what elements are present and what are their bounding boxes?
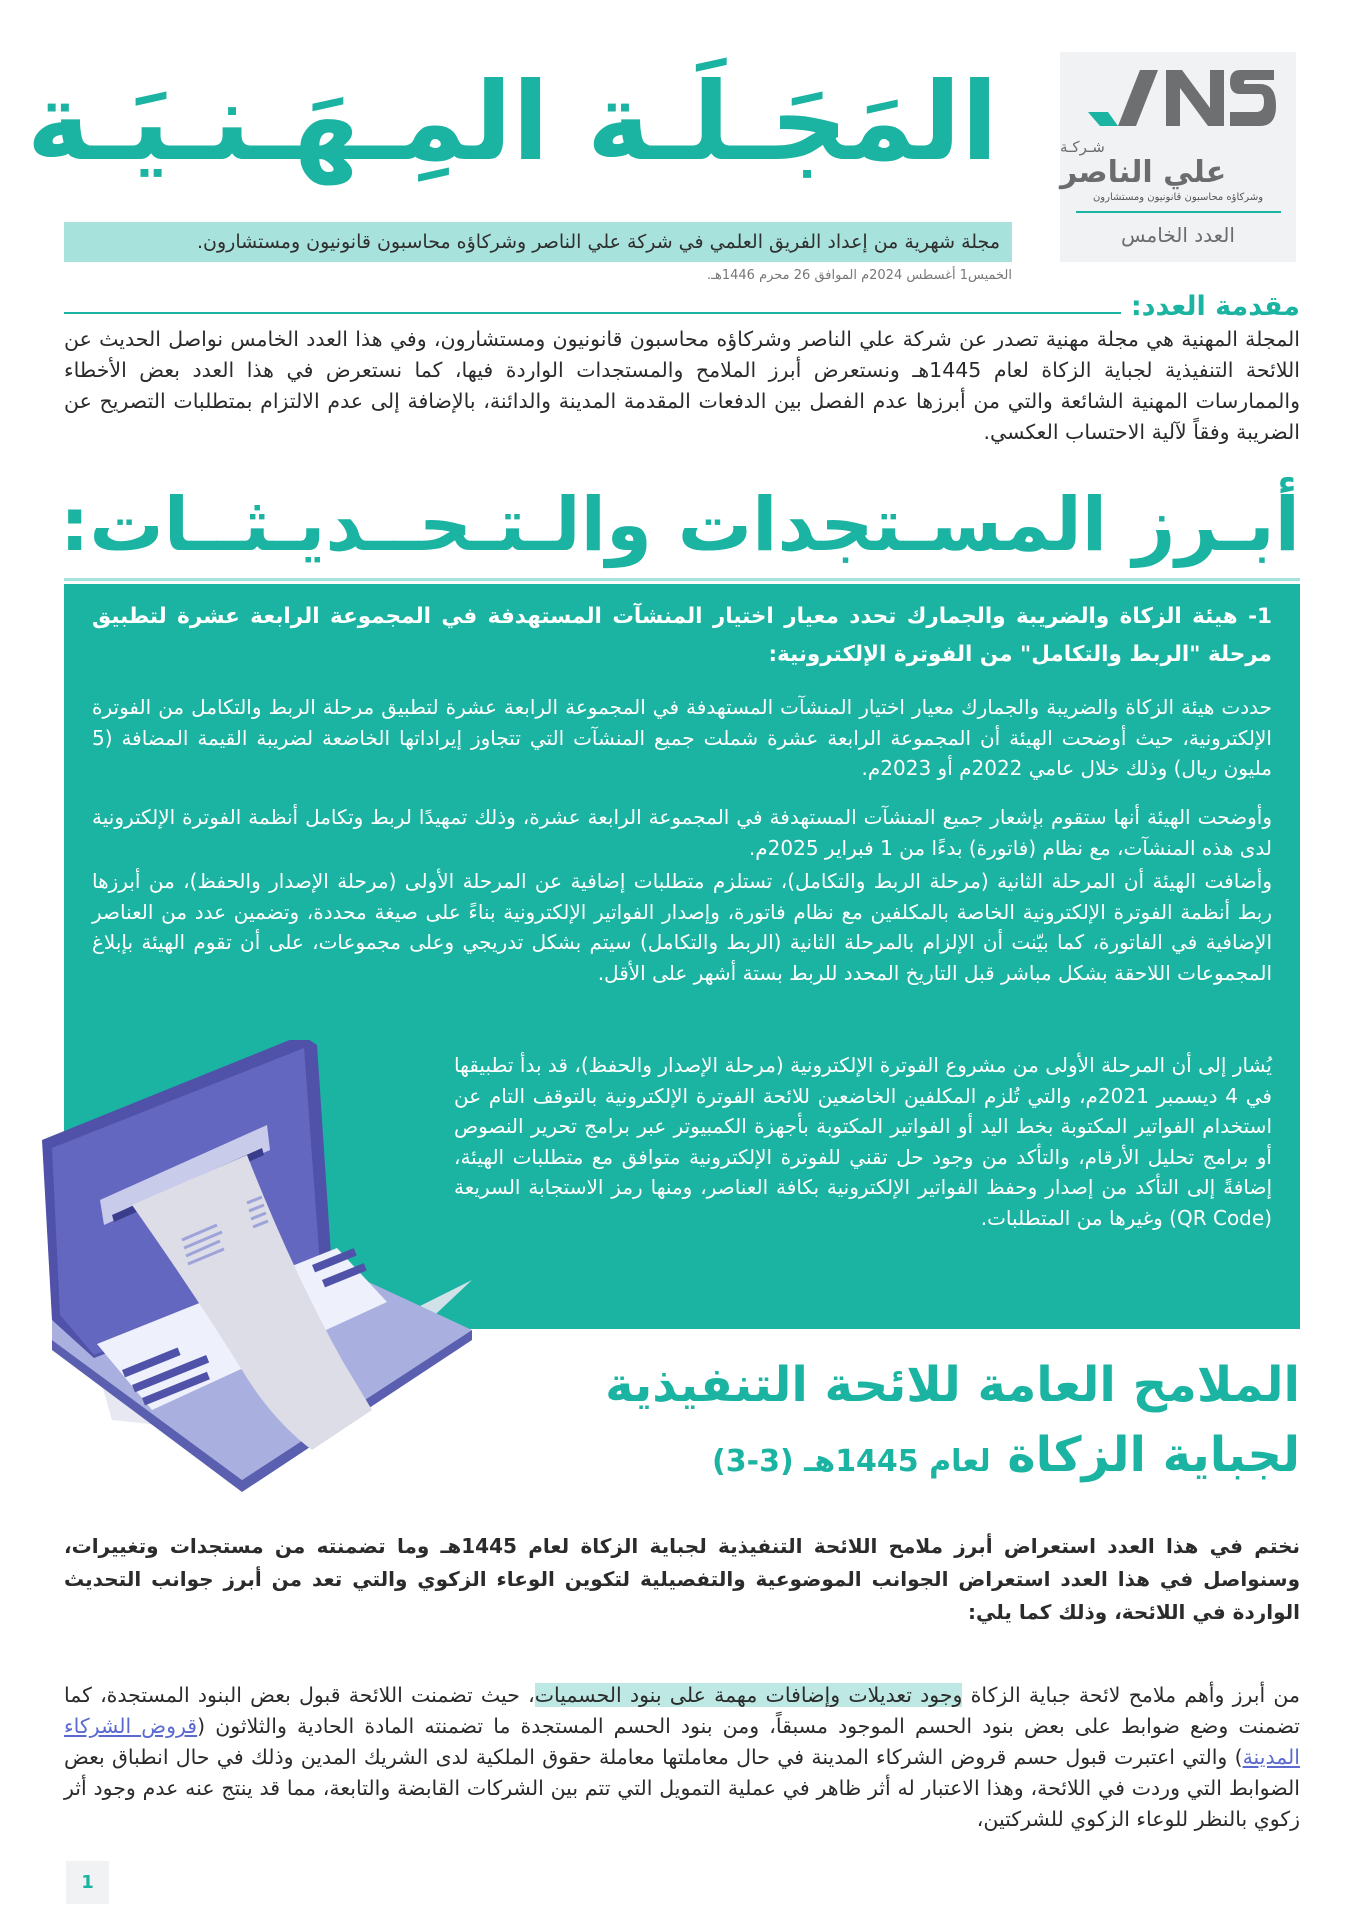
section2-title-small: لعام 1445هـ (3-3) xyxy=(712,1444,991,1479)
body-text-part1: من أبرز وأهم ملامح لائحة جباية الزكاة xyxy=(962,1683,1300,1707)
section2-title-line2 xyxy=(605,1420,1300,1497)
page-number: 1 xyxy=(66,1861,109,1904)
issue-date: الخميس1 أغسطس 2024م الموافق 26 محرم 1446هـ. xyxy=(707,268,1012,283)
news-paragraph: وأوضحت الهيئة أنها ستقوم بإشعار جميع المنشآت المستهدفة في المجموعة الرابعة عشرة، وذلك تمهيدًا لربط وتكامل أنظمة الفوترة الإلكترونية لدى هذه المنشآت، مع نظام (فاتورة) بدءًا من 1 فبراير 2025م. xyxy=(92,805,1272,860)
updates-heading: أبـرز المسـتجدات والـتـحــديـثــات: xyxy=(59,482,1300,568)
section2-title-line1: الملامح العامة للائحة التنفيذية xyxy=(605,1357,1300,1413)
body-highlight: وجود تعديلات وإضافات مهمة على بنود الحسميات xyxy=(534,1683,963,1707)
section2-title-main: لجباية الزكاة xyxy=(1007,1427,1300,1483)
issue-label: العدد الخامس xyxy=(1121,223,1235,247)
body-text-part2: ، حيث تضمنت اللائحة قبول بعض البنود المستجدة، كما تضمنت وضع ضوابط على بعض بنود الحسم الموجود مسبقاً، ومن بنود الحسم المستجدة ما تضمنته المادة الحادية والثلاثون ( xyxy=(64,1683,1300,1738)
logo-divider xyxy=(1076,211,1281,213)
company-logo-box xyxy=(1060,52,1296,262)
body-text-part3: ) والتي اعتبرت قبول حسم قروض الشركاء المدينة في حال معاملتها معاملة حقوق الملكية لدى الشريك المدين وذلك في حال انطباق بعض الضوابط التي وردت في اللائحة، وهذا الاعتبار له أثر ظاهر في عملية التمويل التي تتم بين الشركات القابضة والتابعة، مما قد ينتج عنه عدم وجود أثر زكوي بالنظر للوعاء الزكوي للشركتين، xyxy=(64,1745,1300,1831)
updates-heading-divider xyxy=(64,578,1300,581)
intro-heading: مقدمة العدد: xyxy=(1130,291,1300,322)
laptop-invoice-illustration xyxy=(42,1040,482,1500)
intro-heading-row xyxy=(64,284,1300,322)
section2-title xyxy=(605,1350,1300,1497)
logo-tagline: وشركاؤه محاسبون قانونيون ومستشارون xyxy=(1092,192,1264,203)
intro-paragraph: المجلة المهنية هي مجلة مهنية تصدر عن شركة علي الناصر وشركاؤه محاسبون قانونيون ومستشارون، وفي هذا العدد الخامس نواصل الحديث عن اللائحة التنفيذية لجباية الزكاة لعام 1445هـ ونستعرض أبرز الملامح والمستجدات الواردة فيها، كما نستعرض في هذا العدد بعض الأخطاء والممارسات المهنية الشائعة والتي من أبرزها عدم الفصل بين الدفعات المقدمة المدينة والدائنة، بالإضافة إلى عدم الالتزام بمتطلبات التصريح عن الضريبة وفقاً لآلية الاحتساب العكسي. xyxy=(64,327,1300,444)
news-item-title: 1- هيئة الزكاة والضريبة والجمارك تحدد معيار اختيار المنشآت المستهدفة في المجموعة الرابعة عشرة لتطبيق مرحلة "الربط والتكامل" من الفوترة الإلكترونية: xyxy=(92,604,1272,667)
section2-body-paragraph xyxy=(64,1680,1300,1835)
magazine-title: المَجَـلَـة المِـهَـنـيَـة xyxy=(26,60,998,185)
intro-divider xyxy=(64,312,1121,314)
logo-company-prefix: شـركـة xyxy=(1060,138,1105,156)
section2-lead-paragraph: نختم في هذا العدد استعراض أبرز ملامح اللائحة التنفيذية لجباية الزكاة لعام 1445هـ وما تضمنته من مستجدات وتغييرات، وسنواصل في هذا العدد استعراض الجوانب الموضوعية والتفصيلية لتكوين الوعاء الزكوي والتي تعد من أبرز جوانب التحديث الواردة في اللائحة، وذلك كما يلي: xyxy=(64,1534,1300,1624)
news-paragraph: حددت هيئة الزكاة والضريبة والجمارك معيار اختيار المنشآت المستهدفة في المجموعة الرابعة عشرة لتطبيق مرحلة الربط والتكامل من الفوترة الإلكترونية، حيث أوضحت الهيئة أن المجموعة الرابعة عشرة شملت جميع المنشآت التي تتجاوز إيراداتها الخاضعة لضريبة القيمة المضافة (5 مليون ريال) وذلك خلال عامي 2022م أو 2023م. xyxy=(92,695,1272,780)
news-paragraph: وأضافت الهيئة أن المرحلة الثانية (مرحلة الربط والتكامل)، تستلزم متطلبات إضافية عن المرحلة الأولى (مرحلة الإصدار والحفظ)، من أبرزها ربط أنظمة الفوترة الإلكترونية الخاصة بالمكلفين مع نظام فاتورة، وإصدار الفواتير الإلكترونية بناءً على صيغة محددة، وتضمين عدد من العناصر الإضافية في الفاتورة، كما بيّنت أن الإلزام بالمرحلة الثانية (الربط والتكامل) سيتم بشكل تدريجي وعلى مجموعات، على أن تقوم الهيئة بإبلاغ المجموعات اللاحقة بشكل مباشر قبل التاريخ المحدد للربط بستة أشهر على الأقل. xyxy=(92,869,1272,985)
news-paragraph: يُشار إلى أن المرحلة الأولى من مشروع الفوترة الإلكترونية (مرحلة الإصدار والحفظ)، قد بدأ تطبيقها في 4 ديسمبر 2021م، والتي تُلزم المكلفين الخاضعين للائحة الفوترة الإلكترونية بالتوقف التام عن استخدام الفواتير المكتوبة بخط اليد أو الفواتير المكتوبة بأجهزة الكمبيوتر عبر برامج تحرير النصوص أو برامج تحليل الأرقام، والتأكد من وجود حل تقني للفوترة الإلكترونية متوافق مع متطلبات الهيئة، إضافةً إلى التأكد من إصدار وحفظ الفواتير الإلكترونية بكافة العناصر، ومنها رمز الاستجابة السريعة (QR Code) وغيرها من المتطلبات. xyxy=(454,1053,1272,1230)
ans-logo-icon xyxy=(1078,62,1278,132)
magazine-subtitle: مجلة شهرية من إعداد الفريق العلمي في شركة علي الناصر وشركاؤه محاسبون قانونيون ومستشارون. xyxy=(64,222,1012,262)
logo-company-name: علي الناصر xyxy=(1060,155,1227,190)
partner-loans-link[interactable]: قروض الشركاء المدينة xyxy=(64,1714,1300,1769)
